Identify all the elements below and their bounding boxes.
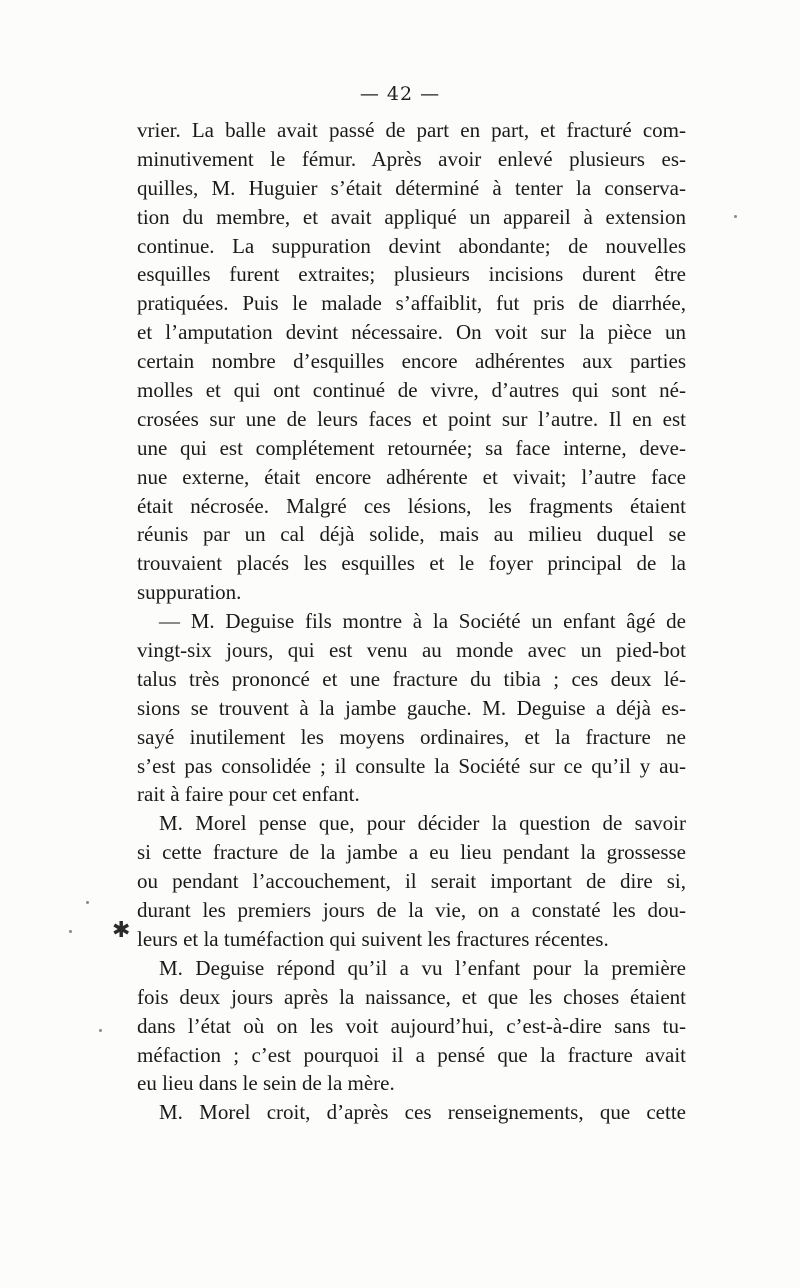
text-line: pratiquées. Puis le malade s’affaiblit, fut pris de diarrhée, bbox=[137, 291, 686, 316]
text-line: molles et qui ont continué de vivre, d’autres qui sont né- bbox=[137, 378, 686, 403]
text-line: crosées sur une de leurs faces et point sur l’autre. Il en est bbox=[137, 406, 686, 431]
text-line: rait à faire pour cet enfant. bbox=[137, 782, 360, 807]
text-line: sions se trouvent à la jambe gauche. M. Deguise a déjà es- bbox=[137, 695, 686, 720]
text-line: talus très prononcé et une fracture du tibia ; ces deux lé- bbox=[137, 666, 686, 691]
text-line: et l’amputation devint nécessaire. On voit sur la pièce un bbox=[137, 320, 686, 345]
text-line: M. Morel pense que, pour décider la question de savoir bbox=[159, 811, 686, 836]
page-number: — 42 — bbox=[359, 83, 441, 105]
text-line: esquilles furent extraites; plusieurs incisions durent être bbox=[137, 262, 686, 287]
text-line: quilles, M. Huguier s’était déterminé à tenter la conserva- bbox=[137, 175, 686, 200]
dust-speck bbox=[99, 1029, 102, 1032]
text-line: M. Morel croit, d’après ces renseignements, que cette bbox=[159, 1100, 686, 1125]
text-line: continue. La suppuration devint abondante; de nouvelles bbox=[137, 233, 686, 258]
text-line: — M. Deguise fils montre à la Société un enfant âgé de bbox=[159, 609, 686, 634]
text-line: réunis par un cal déjà solide, mais au milieu duquel se bbox=[137, 522, 686, 547]
text-line: certain nombre d’esquilles encore adhérentes aux parties bbox=[137, 349, 686, 374]
text-line: si cette fracture de la jambe a eu lieu pendant la grossesse bbox=[137, 840, 686, 865]
text-line: sayé inutilement les moyens ordinaires, et la fracture ne bbox=[137, 724, 686, 749]
text-line: eu lieu dans le sein de la mère. bbox=[137, 1071, 395, 1096]
ink-blot-icon: ✱ bbox=[112, 918, 131, 943]
text-line: vrier. La balle avait passé de part en part, et fracturé com- bbox=[137, 118, 686, 142]
body-text bbox=[137, 116, 686, 1127]
text-line: méfaction ; c’est pourquoi il a pensé que la fracture avait bbox=[137, 1042, 686, 1067]
dust-speck bbox=[86, 901, 89, 904]
dust-speck bbox=[69, 930, 72, 933]
text-line: leurs et la tuméfaction qui suivent les fractures récentes. bbox=[137, 926, 609, 951]
text-line: durant les premiers jours de la vie, on a constaté les dou- bbox=[137, 898, 686, 923]
text-line: tion du membre, et avait appliqué un appareil à extension bbox=[137, 204, 686, 229]
text-line: fois deux jours après la naissance, et que les choses étaient bbox=[137, 984, 686, 1009]
text-line: M. Deguise répond qu’il a vu l’enfant pour la première bbox=[159, 955, 686, 980]
text-line: s’est pas consolidée ; il consulte la Société sur ce qu’il y au- bbox=[137, 753, 686, 778]
text-line: vingt-six jours, qui est venu au monde avec un pied-bot bbox=[137, 638, 686, 663]
dust-speck bbox=[734, 215, 737, 218]
text-line: une qui est complétement retournée; sa face interne, deve- bbox=[137, 435, 686, 460]
text-line: dans l’état où on les voit aujourd’hui, c’est-à-dire sans tu- bbox=[137, 1013, 686, 1038]
text-line: ou pendant l’accouchement, il serait important de dire si, bbox=[137, 869, 686, 894]
text-line: trouvaient placés les esquilles et le foyer principal de la bbox=[137, 551, 686, 576]
text-line: était nécrosée. Malgré ces lésions, les fragments étaient bbox=[137, 493, 686, 518]
text-line: minutivement le fémur. Après avoir enlevé plusieurs es- bbox=[137, 146, 686, 171]
text-line: nue externe, était encore adhérente et vivait; l’autre face bbox=[137, 464, 686, 489]
text-line: suppuration. bbox=[137, 580, 242, 605]
